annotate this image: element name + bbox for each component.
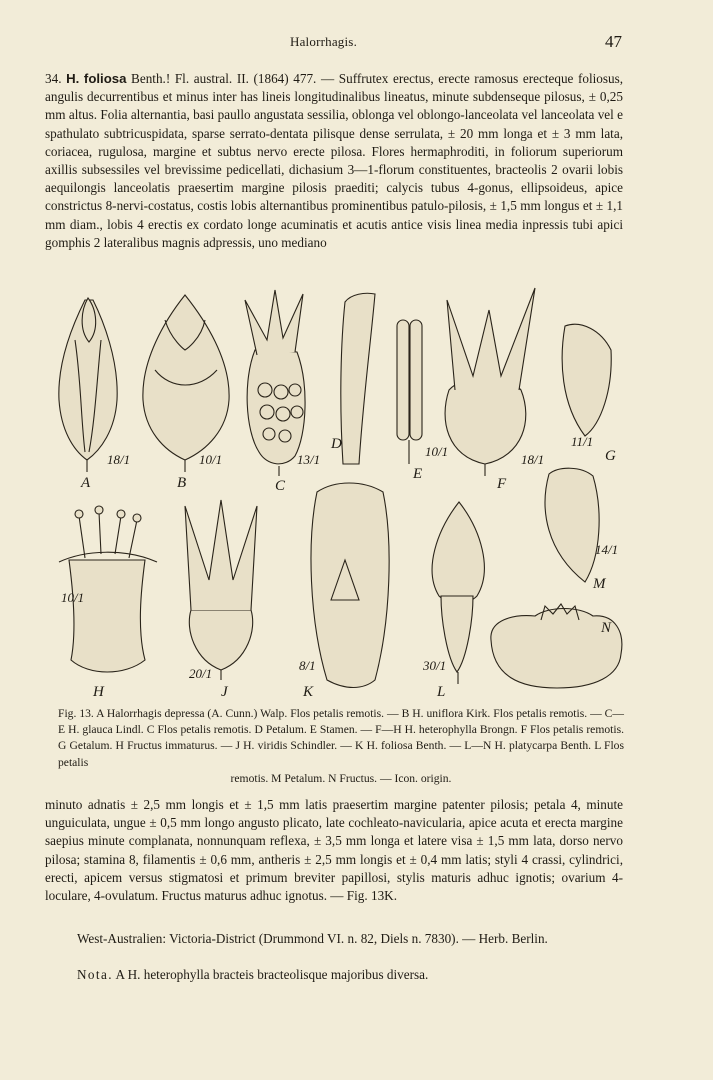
- panel-letter-m: M: [593, 576, 606, 592]
- panel-mag-f: 18/1: [521, 452, 545, 467]
- description-continued-text: minuto adnatis ± 2,5 mm longis et ± 1,5 mm latis praesertim margine patenter pilosis; petala 4, minute unguiculata, ungue ± 0,5 mm longo angusto plicato, late cochleato-navicularia, apice acuta et erecta margine saepius minute complanata, nonnunquam reflexa, ± 3,5 mm longa et latere visa ± 1,5 mm lata, dorso nervo pilosa; stamina 8, filamentis ± 0,6 mm, antheris ± 2,5 mm longis et ± 0,4 mm latis; styli 4 crassi, cylindrici, erecti, apicem versus stigmatosi et primum breviter papillosi, stylis maturis adhuc ignotis; ovarium 4-loculare, 4-ovulatum. Fructus maturus adhuc ignotus. — Fig. 13K.: [45, 797, 623, 904]
- panel-mag-h: 10/1: [61, 590, 85, 605]
- illustration-d: [341, 293, 375, 464]
- panel-mag-b: 10/1: [199, 452, 223, 467]
- panel-letter-h: H: [93, 684, 104, 700]
- species-citation: Benth.! Fl. austral. II. (1864) 477. —: [131, 71, 335, 86]
- species-number: 34.: [45, 71, 62, 86]
- illustration-g: [562, 324, 611, 436]
- panel-mag-g: 11/1: [571, 434, 594, 449]
- illustration-n: [491, 604, 622, 688]
- panel-letter-d: D: [331, 436, 342, 452]
- panel-letter-c: C: [275, 478, 286, 494]
- species-description-continued: [45, 796, 623, 905]
- panel-mag-l: 30/1: [423, 658, 447, 673]
- panel-mag-j: 20/1: [189, 666, 213, 681]
- illustration-j: [185, 500, 257, 680]
- panel-letter-g: G: [605, 448, 616, 464]
- botanical-illustrations: [45, 280, 623, 700]
- panel-mag-k: 8/1: [299, 658, 316, 673]
- running-head: [0, 34, 713, 54]
- illustration-a: [59, 298, 117, 472]
- panel-letter-l: L: [437, 684, 446, 700]
- nota-note: [45, 966, 623, 984]
- figure-caption: [58, 706, 624, 787]
- panel-letter-e: E: [413, 466, 423, 482]
- nota-text: A H. heterophylla bracteis bracteolisque majoribus diversa.: [115, 967, 429, 982]
- caption-text-end: remotis. M Petalum. N Fructus. — Icon. origin.: [230, 771, 452, 785]
- panel-mag-m: 14/1: [595, 542, 619, 557]
- illustration-c: [245, 290, 305, 476]
- panel-mag-e: 10/1: [425, 444, 449, 459]
- illustration-h: [59, 506, 157, 672]
- panel-letter-f: F: [497, 476, 507, 492]
- caption-text: A Halorrhagis depressa (A. Cunn.) Walp. Flos petalis remotis. — B H. uniflora Kirk. Flos petalis remotis. — C—E H. glauca Lindl. C Flos petalis remotis. D Petalum. E Stamen. — F—H H. heterophylla Brongn. F Flos petalis remotis. G Getalum. H Fructus immaturus. — J H. viridis Schindler. — K H. foliosa Benth. — L—N H. platycarpa Benth. L Flos petalis: [58, 707, 624, 769]
- caption-fig-number: Fig. 13.: [58, 707, 94, 720]
- species-genus: H.: [66, 71, 80, 86]
- species-description: Suffrutex erectus, erecte ramosus erecteque foliosus, angulis decurrentibus et minus inter has lineis longitudinalibus lineatus, minute subdenseque pilosus, ± 0,25 mm altus. Folia alternantia, basi paullo angustata sessilia, oblonga vel oblongo-lanceolata vel lanceolata vel e spathulato subtricuspidata, sparse serrato-dentata pilisque dense serrulata, ± 20 mm longa et ± 3 mm lata, coriacea, rugulosa, margine et subtus nervo erecte pilosa. Flores hermaphroditi, in foliorum superiorum axillis subsessiles vel brevissime pedicellati, dichasium 3—1-florum constituentes, bracteolis 2 ovarii lobis aequilongis lanceolatis praesertim margine pilosis praediti; calycis tubus 4-gonus, ellipsoideus, apice constrictus 8-nervi-costatus, costis lobis alternantibus prominentibus patulo-pilosis, ± 1,5 mm longus et ± 1,1 mm diam., lobis 4 erectis ex cordato longe acuminatis et acutis antice visis linea media inpressis tubi apici gomphis 2 lateralibus magnis adpressis, uno mediano: [45, 71, 624, 250]
- illustration-l: [432, 502, 484, 684]
- nota-label: Nota.: [77, 967, 113, 982]
- panel-mag-a: 18/1: [107, 452, 131, 467]
- illustration-k: [311, 483, 389, 688]
- illustration-b: [143, 295, 229, 472]
- page-number: 47: [605, 32, 622, 51]
- panel-letter-j: J: [221, 684, 228, 700]
- illustration-m: [545, 468, 599, 582]
- running-head-title: Halorrhagis.: [290, 34, 358, 49]
- locality-note: [45, 930, 623, 948]
- figure-plate: [45, 280, 623, 700]
- panel-letter-b: B: [177, 475, 187, 491]
- panel-letter-a: A: [81, 475, 91, 491]
- species-name: foliosa: [83, 71, 127, 86]
- panel-letter-k: K: [303, 684, 314, 700]
- panel-mag-c: 13/1: [297, 452, 321, 467]
- locality-text: West-Australien: Victoria-District (Drummond VI. n. 82, Diels n. 7830). — Herb. Berlin.: [77, 931, 548, 946]
- illustration-e: [397, 320, 422, 464]
- panel-letter-n: N: [601, 620, 612, 636]
- illustration-f: [445, 288, 535, 476]
- species-entry: [45, 70, 623, 252]
